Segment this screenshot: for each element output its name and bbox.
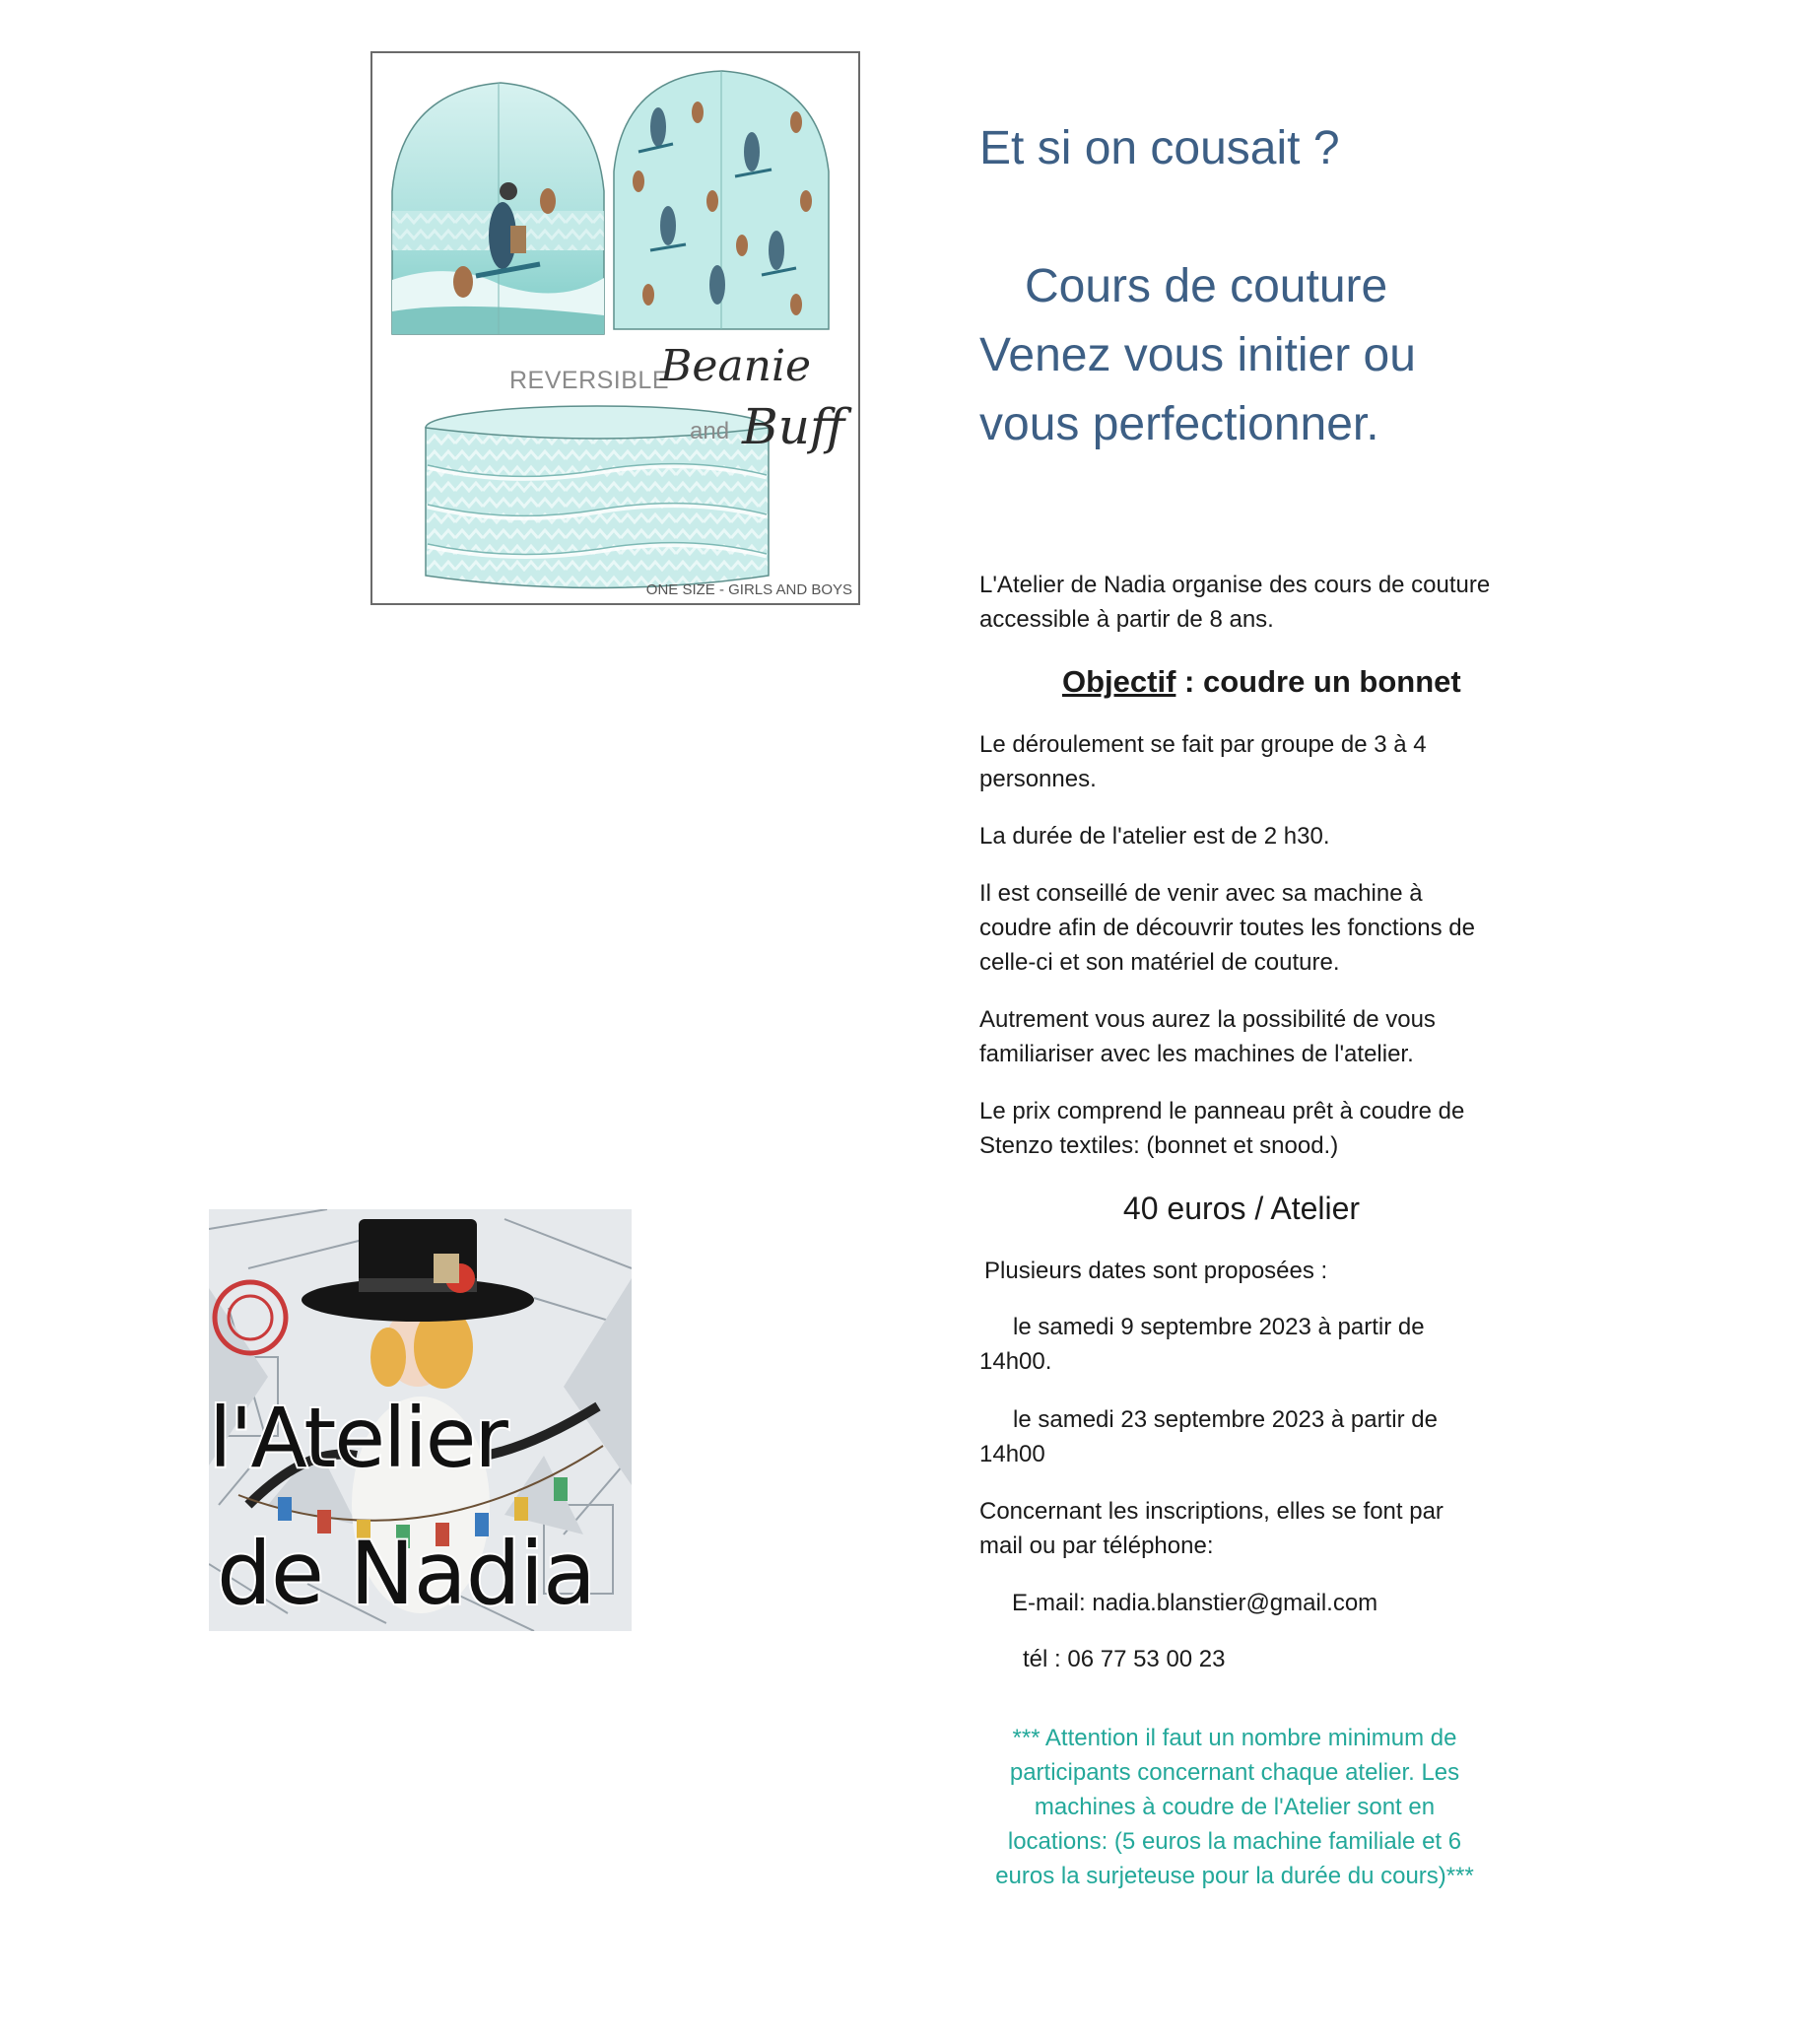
date-item-1 <box>979 1310 1492 1379</box>
intro-text: L'Atelier de Nadia organise des cours de couture accessible à partir de 8 ans. <box>979 572 1491 633</box>
product-label-and: and <box>690 418 730 444</box>
course-heading-line3: vous perfectionner. <box>979 398 1379 450</box>
registration-text: Concernant les inscriptions, elles se font par mail ou par téléphone: <box>979 1498 1444 1559</box>
course-heading-line1: Cours de couture <box>1025 260 1388 312</box>
date-item-1-text: le samedi 9 septembre 2023 à partir de 14h00. <box>979 1314 1425 1375</box>
duration-text: La durée de l'atelier est de 2 h30. <box>979 823 1330 850</box>
group-size-text: Le déroulement se fait par groupe de 3 à 4 personnes. <box>979 731 1427 792</box>
price-includes-text: Le prix comprend le panneau prêt à coudre de Stenzo textiles: (bonnet et snood.) <box>979 1098 1465 1159</box>
atelier-machines-text: Autrement vous aurez la possibilité de vous familiariser avec les machines de l'atelier. <box>979 1006 1436 1067</box>
objective-label: Objectif <box>1062 664 1176 699</box>
product-label-reversible: REVERSIBLE <box>509 367 670 394</box>
product-label-buff: Buff <box>742 398 845 455</box>
product-image <box>370 51 860 605</box>
price: 40 euros / Atelier <box>1122 1191 1361 1226</box>
beanie-buff-illustration <box>372 53 858 603</box>
date-item-2-text: le samedi 23 septembre 2023 à partir de 14h00 <box>979 1406 1438 1467</box>
objective-text: : coudre un bonnet <box>1175 664 1461 699</box>
course-heading <box>979 252 1492 459</box>
page-title: Et si on cousait ? <box>979 122 1340 174</box>
contact-email[interactable]: E-mail: nadia.blanstier@gmail.com <box>1012 1590 1378 1616</box>
logo-text-atelier: l'Atelier <box>209 1390 506 1486</box>
atelier-logo <box>209 1209 632 1631</box>
warning-note: *** Attention il faut un nombre minimum de participants concernant chaque atelier. Les machines à coudre de l'Atelier sont en locations: (5 euros la machine familiale et 6 euros la surjeteuse pour la durée du cours)*** <box>995 1725 1474 1889</box>
logo-text-de-nadia: de Nadia <box>217 1523 595 1624</box>
contact-phone[interactable]: tél : 06 77 53 00 23 <box>1023 1646 1226 1672</box>
objective <box>1062 660 1555 704</box>
product-label-beanie: Beanie <box>660 341 812 391</box>
dates-intro: Plusieurs dates sont proposées : <box>984 1258 1328 1284</box>
machine-advice-text: Il est conseillé de venir avec sa machine à coudre afin de découvrir toutes les fonctions de celle-ci et son matériel de couture. <box>979 880 1475 976</box>
course-heading-line2: Venez vous initier ou <box>979 329 1416 381</box>
product-size-note: ONE SIZE - GIRLS AND BOYS <box>645 581 852 598</box>
date-item-2 <box>979 1402 1492 1471</box>
